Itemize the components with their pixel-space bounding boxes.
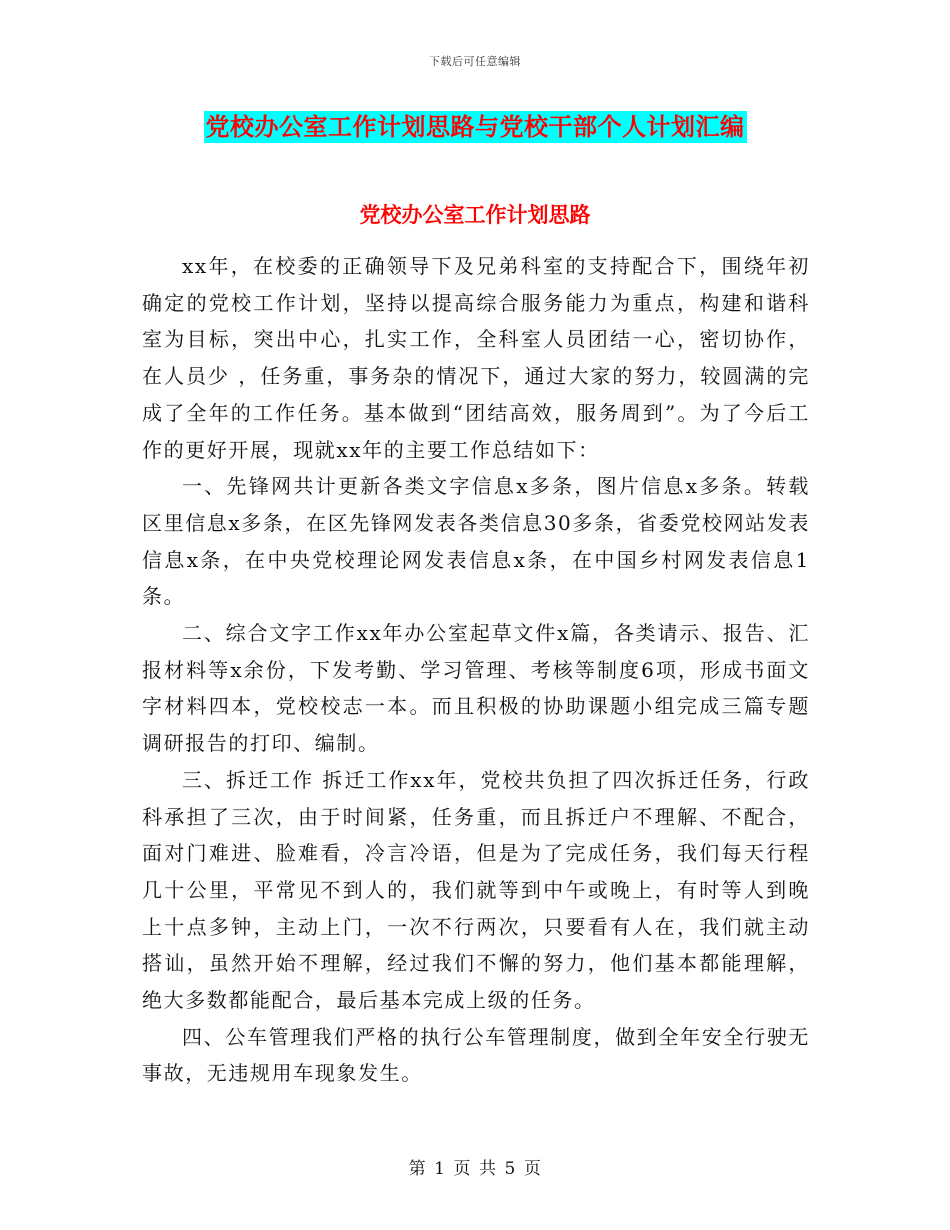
paragraph: xx年，在校委的正确领导下及兄弟科室的支持配合下，围绕年初确定的党校工作计划，坚持以提高综合服务能力为重点，构建和谐科室为目标，突出中心，扎实工作，全科室人员团结一心，密切协作，在人员少 ，任务重，事务杂的情况下，通过大家的努力，较圆满的完成了全年的工作任务。基本做到“团结高效，服务周到”。为了今后工作的更好开展，现就xx年的主要工作总结如下： bbox=[142, 254, 810, 462]
footer-current-page: 1 bbox=[434, 1159, 446, 1179]
footer-total-pages: 5 bbox=[504, 1159, 516, 1179]
paragraph: 三、拆迁工作 拆迁工作xx年，党校共负担了四次拆迁任务，行政科承担了三次，由于时间紧，任务重，而且拆迁户不理解、不配合，面对门难进、脸难看，冷言冷语，但是为了完成任务，我们每天行程几十公里，平常见不到人的，我们就等到中午或晚上，有时等人到晚上十点多钟，主动上门，一次不行两次，只要看有人在，我们就主动搭讪，虽然开始不理解，经过我们不懈的努力，他们基本都能理解，绝大多数都能配合，最后基本完成上级的任务。 bbox=[142, 767, 810, 1013]
footer-label-page: 第 bbox=[408, 1159, 427, 1179]
footer-label-unit: 页 bbox=[453, 1159, 471, 1179]
paragraph: 二、综合文字工作xx年办公室起草文件x篇，各类请示、报告、汇报材料等x余份，下发考勤、学习管理、考核等制度6项，形成书面文字材料四本，党校校志一本。而且积极的协助课题小组完成三篇专题调研报告的打印、编制。 bbox=[142, 621, 810, 756]
footer-label-total: 共 bbox=[479, 1159, 497, 1179]
header-note: 下载后可任意编辑 bbox=[429, 55, 521, 68]
main-title: 党校办公室工作计划思路与党校干部个人计划汇编 bbox=[205, 113, 745, 141]
section-title: 党校办公室工作计划思路 bbox=[359, 203, 591, 227]
paragraph: 四、公车管理我们严格的执行公车管理制度，做到全年安全行驶无事故，无违规用车现象发生。 bbox=[142, 1024, 810, 1086]
document-body bbox=[142, 248, 810, 1092]
page-footer bbox=[0, 1154, 950, 1179]
main-title-container bbox=[0, 111, 950, 143]
footer-label-unit2: 页 bbox=[523, 1159, 542, 1179]
paragraph: 一、先锋网共计更新各类文字信息x多条，图片信息x多条。转载区里信息x多条，在区先锋网发表各类信息30多条，省委党校网站发表信息x条，在中央党校理论网发表信息x条，在中国乡村网发表信息1条。 bbox=[142, 474, 810, 609]
